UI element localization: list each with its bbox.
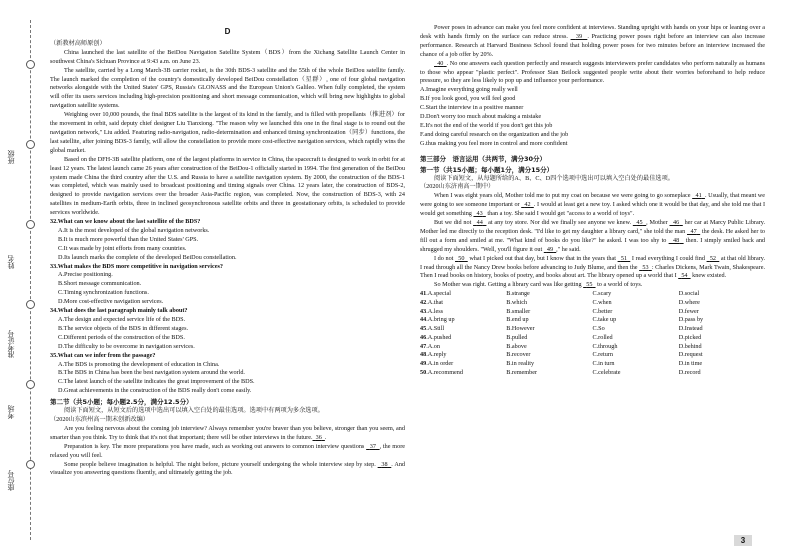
passage-paragraph: Some people believe imagination is helpful. The night before, picture yourself undergoing the whole interview step by step. 38 . And visualize you answering questions fluently, and ultimately getting the job. bbox=[50, 460, 406, 477]
option-number: 47 bbox=[420, 342, 427, 350]
blank-54[interactable]: 54 bbox=[681, 272, 688, 280]
answer-option[interactable]: B.If you look good, you will feel good bbox=[420, 95, 516, 103]
passage-letter: D bbox=[224, 27, 231, 36]
blank-45[interactable]: 45 bbox=[636, 219, 643, 227]
cloze-option[interactable]: D.request bbox=[678, 351, 703, 359]
cloze-option[interactable]: B.remember bbox=[506, 368, 538, 376]
blank-55[interactable]: 55 bbox=[586, 281, 593, 289]
question-option[interactable]: C.Different periods of the construction of the BDS. bbox=[58, 333, 185, 341]
blank-42[interactable]: 42 bbox=[524, 201, 531, 209]
cloze-option[interactable]: 48.A.reply bbox=[420, 351, 447, 359]
blank-51[interactable]: 51 bbox=[620, 254, 628, 262]
option-number: 41 bbox=[420, 290, 427, 298]
cloze-option[interactable]: D.fewer bbox=[678, 307, 699, 315]
passage-paragraph: Power poses in advance can make you feel more confident at interviews. Standing upright with hands on your hips or leaning over a desk with hands firmly on the surface can reduce stress. 39 . Practicing power poses right before an interview can also increase performance. Research at Harvard Business School found that holding power poses for two minutes before an interview increased the chance of a job offer by 20%. bbox=[420, 24, 766, 58]
blank-53[interactable]: 53 bbox=[642, 263, 649, 271]
passage-source: （新教材高师原创） bbox=[50, 39, 106, 47]
cloze-option[interactable]: 50.A.recommend bbox=[420, 368, 463, 376]
question: 32.What can we know about the last satellite of the BDS? bbox=[50, 218, 201, 226]
question-option[interactable]: D.Great achievements in the construction of the BDS really don't come easily. bbox=[58, 387, 252, 395]
cloze-paragraph: When I was eight years old, Mother told me to put my coat on because we were going to go someplace 41 . Usually, that meant we were going to see someone important or 42 . I would at least get a new toy. I asked which one it would be that day, and she told me that I would get something 43 than a toy. She said I would get "access to a world of toys". bbox=[420, 192, 766, 218]
blank-52[interactable]: 52 bbox=[709, 254, 717, 262]
question: 34.What does the last paragraph mainly talk about? bbox=[50, 307, 188, 315]
question-option[interactable]: B.It is much more powerful than the United States' GPS. bbox=[58, 235, 199, 243]
margin-label-seat: 座位号 bbox=[7, 470, 15, 491]
cloze-option[interactable]: C.in turn bbox=[592, 359, 615, 367]
question-option[interactable]: B.The BDS in China has been the best navigation system around the world. bbox=[58, 369, 245, 377]
cloze-option[interactable]: D.where bbox=[678, 298, 700, 306]
cloze-option[interactable]: C.return bbox=[592, 351, 613, 359]
option-row bbox=[420, 334, 765, 343]
section-heading: 第二节（共5小题；每小题2.5分，满分12.5分） bbox=[50, 398, 193, 407]
option-number: 45 bbox=[420, 325, 427, 333]
sub-heading: 第一节（共15小题；每小题1分，满分15分） bbox=[420, 165, 554, 174]
cloze-option[interactable]: C.rolled bbox=[592, 333, 613, 341]
question-option[interactable]: A.It is the most developed of the global navigation networks. bbox=[58, 226, 210, 234]
question: 35.What can we infer from the passage? bbox=[50, 351, 156, 359]
binding-hole bbox=[26, 60, 35, 69]
blank-49[interactable]: 49 bbox=[546, 245, 554, 253]
binding-hole bbox=[26, 380, 35, 389]
blank-38[interactable]: 38 bbox=[381, 460, 388, 468]
option-number: 42 bbox=[420, 298, 427, 306]
option-row bbox=[420, 290, 765, 299]
cloze-option[interactable]: C.through bbox=[592, 342, 618, 350]
cloze-option[interactable]: C.scary bbox=[592, 290, 612, 298]
cloze-paragraph: I do not 50 what I picked out that day, but I know that in the years that 51 I read everything I could find 52 at that old library. I read through all the Nancy Drew books before advancing to Judy Blume, and then the 53 : Charles Dickens, Mark Twain, Shakespeare. Then I read books on history, books of poetry, and books about art. The library opened up a world that I 54 knew existed. bbox=[420, 254, 766, 280]
answer-option[interactable]: A.Imagine everything going really well bbox=[420, 86, 518, 94]
question-option[interactable]: B.Short message communication. bbox=[58, 280, 142, 288]
question-option[interactable]: D.Its launch marks the complete of the developed BeiDou constellation. bbox=[58, 253, 237, 261]
question-option[interactable]: C.The latest launch of the satellite indicates the great improvement of the BDS. bbox=[58, 378, 255, 386]
cloze-option[interactable]: B.However bbox=[506, 325, 535, 333]
cloze-option[interactable]: D.record bbox=[678, 368, 701, 376]
blank-47[interactable]: 47 bbox=[690, 227, 697, 235]
option-number: 49 bbox=[420, 359, 427, 367]
section-instruction: 阅读下面短文，从每题所给的A、B、C、D四个选项中选出可以填入空白处的最佳选项。 bbox=[434, 174, 674, 182]
blank-41[interactable]: 41 bbox=[695, 192, 702, 200]
cloze-paragraph: So Mother was right. Getting a library card was like getting 55 to a world of toys. bbox=[434, 281, 643, 289]
cloze-option[interactable]: D.Instead bbox=[678, 325, 703, 333]
option-row bbox=[420, 299, 765, 308]
option-row bbox=[420, 308, 765, 317]
right-column bbox=[420, 24, 765, 377]
binding-hole bbox=[26, 220, 35, 229]
blank-43[interactable]: 43 bbox=[476, 210, 483, 218]
blank-39[interactable]: 39 bbox=[575, 32, 583, 40]
cloze-option[interactable]: B.strange bbox=[506, 290, 530, 298]
cloze-option[interactable]: 45.A.Still bbox=[420, 325, 445, 333]
passage-paragraph: Weighing over 10,000 pounds, the final BDS satellite is the largest of its kind in the family, and is filled with propellants（推进剂）for the movement in orbit, said deputy chief designer Liu Tianxiong. "The reason why we launched this one in the final stage is to round out the navigation network," Liu added. Featuring radio-navigation, radio-determination and enhanced timing synchronization（同步）functions, the last satellite, after joining BDS-3 family, will allow the constellation to provide more cost-effective navigation services, which rapidly wins the global market. bbox=[50, 111, 405, 154]
binding-hole bbox=[26, 140, 35, 149]
margin-label-room: 考场 bbox=[7, 405, 15, 419]
cloze-option[interactable]: D.in time bbox=[678, 359, 703, 367]
option-number: 46 bbox=[420, 333, 427, 341]
cloze-option[interactable]: 44.A.bring up bbox=[420, 316, 455, 324]
option-number: 44 bbox=[420, 316, 427, 324]
answer-option[interactable]: E.It's not the end of the world if you don't get this job bbox=[420, 121, 553, 129]
cloze-option[interactable]: C.So bbox=[592, 325, 605, 333]
option-row bbox=[420, 360, 765, 369]
blank-44[interactable]: 44 bbox=[476, 219, 483, 227]
cloze-option[interactable]: D.pass by bbox=[678, 316, 704, 324]
question-option[interactable]: B.The service objects of the BDS in different stages. bbox=[58, 324, 189, 332]
option-row bbox=[420, 351, 765, 360]
blank-36[interactable]: 36 bbox=[315, 433, 322, 441]
question-option[interactable]: D.More cost-effective navigation services. bbox=[58, 298, 164, 306]
blank-46[interactable]: 46 bbox=[673, 219, 680, 227]
blank-50[interactable]: 50 bbox=[458, 254, 465, 262]
margin-label-class: 班级 bbox=[7, 150, 15, 164]
blank-48[interactable]: 48 bbox=[673, 236, 680, 244]
margin-label-name: 姓名 bbox=[7, 255, 15, 269]
binding-hole bbox=[26, 300, 35, 309]
passage-paragraph: China launched the last satellite of the BeiDou Navigation Satellite System（BDS）from the Xichang Satellite Launch Center in southwest China's Sichuan Province at 9:43 a.m. on June 23. bbox=[50, 48, 405, 65]
binding-margin bbox=[0, 0, 42, 552]
binding-hole bbox=[26, 460, 35, 469]
left-column bbox=[50, 28, 405, 478]
option-row bbox=[420, 316, 765, 325]
option-row bbox=[420, 325, 765, 334]
cloze-option[interactable]: D.social bbox=[678, 290, 700, 298]
passage-paragraph: Preparation is key. The more preparations you have made, such as working out answers to common interview questions 37 , the more relaxed you will feel. bbox=[50, 442, 406, 459]
option-number: 50 bbox=[420, 368, 427, 376]
question-option[interactable]: A.Precise positioning. bbox=[58, 271, 113, 279]
question-option[interactable]: C.It was made by joint efforts from many countries. bbox=[58, 244, 187, 252]
cloze-option[interactable]: 42.A.that bbox=[420, 298, 444, 306]
blank-40[interactable]: 40 bbox=[437, 59, 444, 67]
section-source: （2020山东滨州高一期末创新改编） bbox=[50, 415, 149, 423]
question-option[interactable]: D.The difficulty to be overcome in navigation services. bbox=[58, 342, 195, 350]
passage-paragraph: The satellite, carried by a Long March-3B carrier rocket, is the 30th BDS-3 satellite and the 55th of the whole BeiDou satellite family. The launch marked the completion of the country's domestically developed BeiDou constellation（星群）, one of four global navigation networks alongside with the United States' GPS, Russia's GLONASS and the European Union's Galileo. When fully completed, the system will offer its users services including high-precision positioning and short message communication, which will bring new highlights to global navigation satellite systems. bbox=[50, 66, 405, 110]
cloze-options-table bbox=[420, 290, 765, 377]
cloze-option[interactable]: 47.A.on bbox=[420, 342, 440, 350]
option-row bbox=[420, 369, 765, 378]
cloze-option[interactable]: B.above bbox=[506, 342, 527, 350]
cloze-option[interactable]: C.better bbox=[592, 307, 613, 315]
cloze-paragraph: But we did not 44 at any toy store. Nor did we finally see anyone we knew. 45 , Mother 46 her car at Marcy Public Library. Mother led me directly to the reception desk. "I'd like to get my daughter a library card," she told the man 47 the desk. He asked her to fill out a form and smiled at me. "What kind of books do you like?" he asked. I was too shy to 48 then. I simply smiled back and shrugged my shoulders. "Well, you'll figure it out 49 ," he said. bbox=[420, 219, 766, 253]
cloze-option[interactable]: C.when bbox=[592, 298, 612, 306]
cloze-option[interactable]: B.which bbox=[506, 298, 528, 306]
part-heading: 第三部分 语言运用（共两节，满分30分） bbox=[420, 154, 547, 163]
section-source: （2020山东济南高一期中） bbox=[420, 183, 495, 191]
cloze-option[interactable]: C.celebrate bbox=[592, 368, 621, 376]
option-number: 48 bbox=[420, 351, 427, 359]
cloze-option[interactable]: B.in reality bbox=[506, 359, 535, 367]
answer-option[interactable]: C.Start the interview in a positive manner bbox=[420, 104, 524, 112]
question-option[interactable]: A.The design and expected service life of the BDS. bbox=[58, 316, 186, 323]
cloze-option[interactable]: C.take up bbox=[592, 316, 617, 324]
question-option[interactable]: C.Timing synchronization functions. bbox=[58, 289, 149, 297]
margin-label-exam-number: 准考证号 bbox=[7, 330, 15, 358]
cloze-option[interactable]: 49.A.in order bbox=[420, 359, 454, 367]
passage-paragraph: 40 . No one answers each question perfectly and research suggests interviewers prefer candidates who perform naturally as humans to those who appear "plastic perfect". Professor Sian Beilock suggested people write about their worries beforehand to help reduce pressure, so they are less likely to pop up and influence your performance. bbox=[420, 59, 765, 85]
section-instruction: 阅读下面短文，从短文后的选项中选出可以填入空白处的最佳选项。选项中有两项为多余选项。 bbox=[64, 407, 324, 415]
cloze-option[interactable]: B.smaller bbox=[506, 307, 531, 315]
cloze-option[interactable]: 41.A.special bbox=[420, 290, 451, 298]
question-option[interactable]: A.The BDS is promoting the development of education in China. bbox=[58, 360, 220, 368]
cloze-option[interactable]: B.recover bbox=[506, 351, 531, 359]
passage-paragraph: Based on the DFH-3B satellite platform, one of the largest platforms in service in China, the spacecraft is designed to work in orbit for at least 12 years. The latest launch came 26 years after construction of the BeiDou-1 officially started in 1994. The first generation of the BeiDou system made China the third country after the U.S. and Russia to have a satellite navigation system. By 2000, the construction of the BDS-1 was completed, which was mainly used to broadcast positioning and timing signals over China. 12 years later, the construction of BDS-2, designed to provide navigation services over the broader Asia-Pacific region, was completed. Now, the construction of BDS-3, with 24 satellites in medium-Earth orbits, three in inclined geosynchronous satellite orbits and three in geostationary orbits, is scheduled to provide services worldwide. bbox=[50, 155, 405, 217]
cloze-option[interactable]: B.pulled bbox=[506, 333, 528, 341]
option-row bbox=[420, 343, 765, 352]
page-number: 3 bbox=[734, 535, 752, 546]
cloze-option[interactable]: 43.A.less bbox=[420, 307, 444, 315]
option-number: 43 bbox=[420, 307, 427, 315]
cloze-option[interactable]: D.picked bbox=[678, 333, 702, 341]
answer-option[interactable]: D.Don't worry too much about making a mistake bbox=[420, 113, 542, 121]
passage-paragraph: Are you feeling nervous about the coming job interview? Always remember you're braver than you believe, stronger than you seem, and smarter than you think. Try to think that it's not that important; there will be other interviews in the future. 36 . bbox=[50, 424, 405, 441]
blank-37[interactable]: 37 bbox=[369, 442, 376, 450]
answer-option[interactable]: G.thus making you feel more in control and more confident bbox=[420, 139, 568, 147]
cloze-option[interactable]: D.behind bbox=[678, 342, 702, 350]
question: 33.What makes the BDS more competitive in navigation services? bbox=[50, 262, 223, 270]
cloze-option[interactable]: 46.A.pushed bbox=[420, 333, 452, 341]
cloze-option[interactable]: B.end up bbox=[506, 316, 529, 324]
answer-option[interactable]: F.and doing careful research on the organization and the job bbox=[420, 130, 569, 138]
